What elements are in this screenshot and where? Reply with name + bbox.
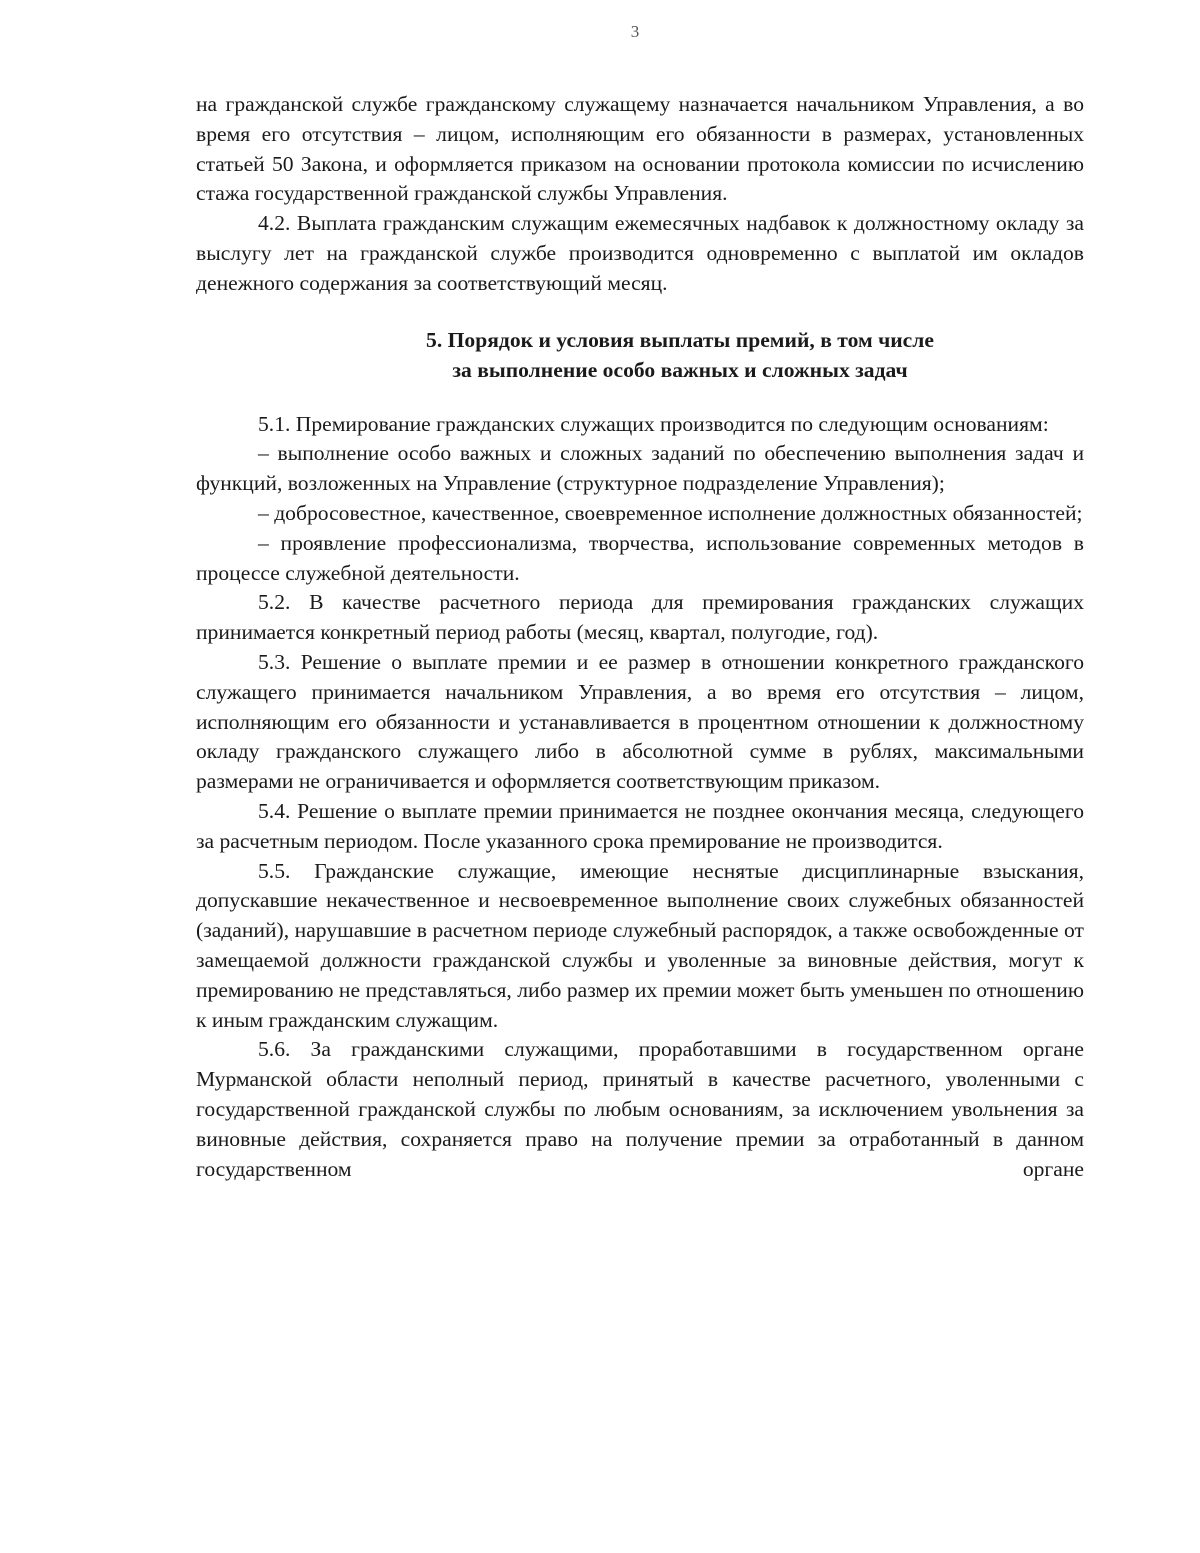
section-heading-line-2: за выполнение особо важных и сложных задач [452,357,908,382]
paragraph-5-2: 5.2. В качестве расчетного периода для премирования гражданских служащих принимается конкретный период работы (месяц, квартал, полугодие, год). [196,590,1084,645]
document-body [196,90,1084,1184]
paragraph-4-2: 4.2. Выплата гражданским служащим ежемесячных надбавок к должностному окладу за выслугу лет на гражданской службе производится одновременно с выплатой им окладов денежного содержания за соответствующий месяц. [196,211,1084,295]
paragraph-5-4: 5.4. Решение о выплате премии принимается не позднее окончания месяца, следующего за расчетным периодом. После указанного срока премирование не производится. [196,798,1084,853]
paragraph-continuation: на гражданской службе гражданскому служащему назначается начальником Управления, а во время его отсутствия – лицом, исполняющим его обязанности в размерах, установленных статьей 50 Закона, и оформляется приказом на основании протокола комиссии по исчислению стажа государственной гражданской службы Управления. [196,92,1084,206]
list-item-basis-1: – выполнение особо важных и сложных заданий по обеспечению выполнения задач и функций, возложенных на Управление (структурное подразделение Управления); [196,441,1084,496]
list-item-basis-2: – добросовестное, качественное, своевременное исполнение должностных обязанностей; [258,500,1083,525]
section-heading-line-1: 5. Порядок и условия выплаты премий, в том числе [426,327,934,352]
page-number: 3 [630,22,640,41]
paragraph-5-5: 5.5. Гражданские служащие, имеющие неснятые дисциплинарные взыскания, допускавшие некачественное и несвоевременное выполнение своих служебных обязанностей (заданий), нарушавшие в расчетном периоде служебный распорядок, а также освобожденные от замещаемой должности гражданской службы и уволенные за виновные действия, могут к премированию не представляться, либо размер их премии может быть уменьшен по отношению к иным гражданским служащим. [196,858,1084,1032]
list-item-basis-3: – проявление профессионализма, творчества, использование современных методов в процессе служебной деятельности. [196,530,1084,585]
paragraph-5-6: 5.6. За гражданскими служащими, проработавшими в государственном органе Мурманской области неполный период, принятый в качестве расчетного, уволенными с государственной гражданской службы по любым основаниям, за исключением увольнения за виновные действия, сохраняется право на получение премии за отработанный в данном государственном органе [196,1037,1084,1181]
section-heading [196,325,1084,385]
paragraph-5-3: 5.3. Решение о выплате премии и ее размер в отношении конкретного гражданского служащего принимается начальником Управления, а во время его отсутствия – лицом, исполняющим его обязанности и устанавливается в процентном отношении к должностному окладу гражданского служащего либо в абсолютной сумме в рублях, максимальными размерами не ограничивается и оформляется соответствующим приказом. [196,649,1084,794]
paragraph-5-1: 5.1. Премирование гражданских служащих производится по следующим основаниям: [258,411,1049,436]
